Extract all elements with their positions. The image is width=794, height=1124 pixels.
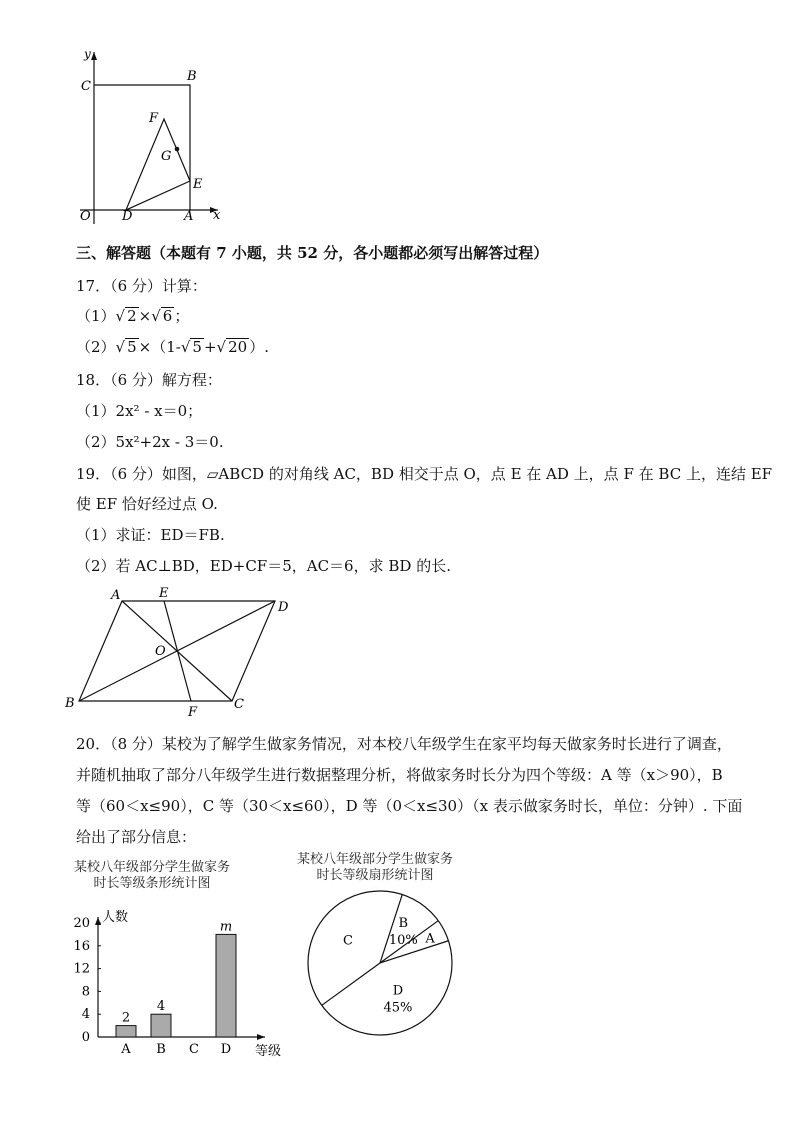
q20-line4: 给出了部分信息： — [76, 828, 197, 846]
bar — [151, 1014, 171, 1037]
label-A: A — [184, 209, 194, 224]
bar — [116, 1026, 136, 1037]
sqrt-icon: √ — [151, 307, 161, 325]
q19-heading: 19．（6 分）如图，▱ABCD 的对角线 AC，BD 相交于点 O，点 E 在 AD 上，点 F 在 BC 上，连结 EF — [76, 465, 773, 483]
segment-EF — [164, 601, 191, 701]
triangle-DEF — [126, 119, 190, 210]
label-D: D — [278, 600, 289, 615]
q18-heading: 18．（6 分）解方程： — [76, 371, 222, 389]
x-tick-label: D — [220, 1042, 232, 1057]
bar — [216, 934, 236, 1037]
q17-p2-radicand-c: 20 — [228, 338, 248, 356]
x-axis-arrow — [257, 1034, 265, 1040]
slice-percent: 10% — [388, 932, 418, 948]
y-axis-arrow — [91, 52, 97, 60]
y-tick-label: 8 — [81, 984, 90, 1000]
q17-p2-mid: ×（1- — [138, 338, 181, 356]
bar-chart-title-line2: 时长等级条形统计图 — [93, 876, 211, 891]
label-A: A — [111, 588, 121, 603]
q17-part1 — [76, 306, 189, 326]
pie-chart-title — [280, 852, 470, 884]
q17-p2-end: ）. — [249, 338, 269, 356]
q17-p1-radicand-a: 2 — [127, 307, 137, 325]
label-F: F — [188, 705, 198, 720]
label-B: B — [187, 69, 197, 84]
x-axis-label: 等级 — [255, 1044, 282, 1059]
label-E: E — [193, 177, 203, 192]
bar-chart — [60, 905, 300, 1065]
slice-boundary — [322, 963, 380, 1005]
y-tick-label: 12 — [73, 961, 90, 977]
q17-part1-label: （1） — [76, 307, 116, 325]
pie-chart-title-line2: 时长等级扇形统计图 — [316, 868, 434, 883]
x-tick-label: B — [156, 1042, 166, 1057]
q20-line1: 20．（8 分）某校为了解学生做家务情况，对本校八年级学生在家平均每天做家务时长进行了调查， — [76, 735, 732, 753]
data-label: m — [219, 919, 233, 935]
sqrt-icon: √ — [180, 338, 191, 356]
y-tick-label: 0 — [81, 1030, 90, 1045]
x-tick-label: A — [121, 1042, 131, 1057]
q17-part2-label: （2） — [76, 338, 116, 356]
label-y: y — [84, 47, 91, 61]
slice-label: A — [425, 931, 435, 947]
label-C: C — [234, 697, 244, 712]
slice-label: C — [342, 933, 353, 949]
label-O: O — [80, 209, 91, 224]
point-G — [175, 147, 180, 152]
q17-p1-times: × — [138, 307, 152, 325]
x-tick-label: C — [189, 1042, 199, 1057]
sqrt-icon: √ — [115, 307, 126, 325]
sqrt-icon: √ — [115, 338, 126, 356]
section-title: 三、解答题（本题有 7 小题，共 52 分，各小题都必须写出解答过程） — [76, 244, 549, 262]
label-x: x — [213, 208, 221, 223]
y-tick-label: 16 — [73, 938, 90, 954]
y-tick-label: 20 — [73, 916, 90, 931]
q18-part1: （1）2x² - x＝0； — [76, 402, 203, 420]
pie-chart-title-line1: 某校八年级部分学生做家务 — [296, 852, 453, 867]
q20-line3: 等（60＜x≤90），C 等（30＜x≤60），D 等（0＜x≤30）（x 表示做家务时长，单位：分钟）. 下面 — [76, 797, 743, 815]
label-F: F — [149, 111, 159, 126]
q17-p2-plus: + — [203, 338, 217, 356]
y-axis-label: 人数 — [102, 910, 129, 925]
slice-percent: 45% — [383, 1000, 413, 1016]
q17-p2-radicand-a: 5 — [127, 338, 137, 356]
label-G: G — [161, 149, 172, 164]
q17-p1-end: ； — [174, 307, 190, 325]
q17-heading: 17．（6 分）计算： — [76, 277, 207, 295]
label-E: E — [159, 586, 169, 601]
q19-part2: （2）若 AC⊥BD，ED+CF＝5，AC＝6，求 BD 的长. — [76, 557, 451, 575]
y-axis-arrow — [95, 917, 101, 925]
data-label: 4 — [156, 999, 166, 1015]
q17-p2-radicand-b: 5 — [192, 338, 202, 356]
slice-label: D — [392, 983, 404, 999]
q20-line2: 并随机抽取了部分八年级学生进行数据整理分析，将做家务时长分为四个等级：A 等（x＞90），B — [76, 766, 723, 784]
y-tick-label: 4 — [81, 1007, 90, 1023]
label-B: B — [65, 696, 75, 711]
bar-chart-title-line1: 某校八年级部分学生做家务 — [73, 860, 230, 875]
data-label: 2 — [121, 1010, 131, 1026]
parallelogram-figure — [60, 585, 300, 720]
q18-part2: （2）5x²+2x - 3＝0. — [76, 433, 224, 451]
slice-label: B — [398, 915, 409, 931]
q17-part2 — [76, 337, 269, 357]
coordinate-figure — [70, 42, 230, 227]
q17-p1-radicand-b: 6 — [162, 307, 173, 325]
label-O: O — [155, 644, 166, 659]
pie-chart — [300, 885, 470, 1040]
sqrt-icon: √ — [216, 338, 227, 356]
q19-heading-cont: 使 EF 恰好经过点 O. — [76, 495, 218, 513]
label-D: D — [122, 209, 133, 224]
bar-chart-title — [62, 860, 242, 892]
q19-part1: （1）求证：ED＝FB. — [76, 526, 225, 544]
label-C: C — [81, 79, 91, 94]
